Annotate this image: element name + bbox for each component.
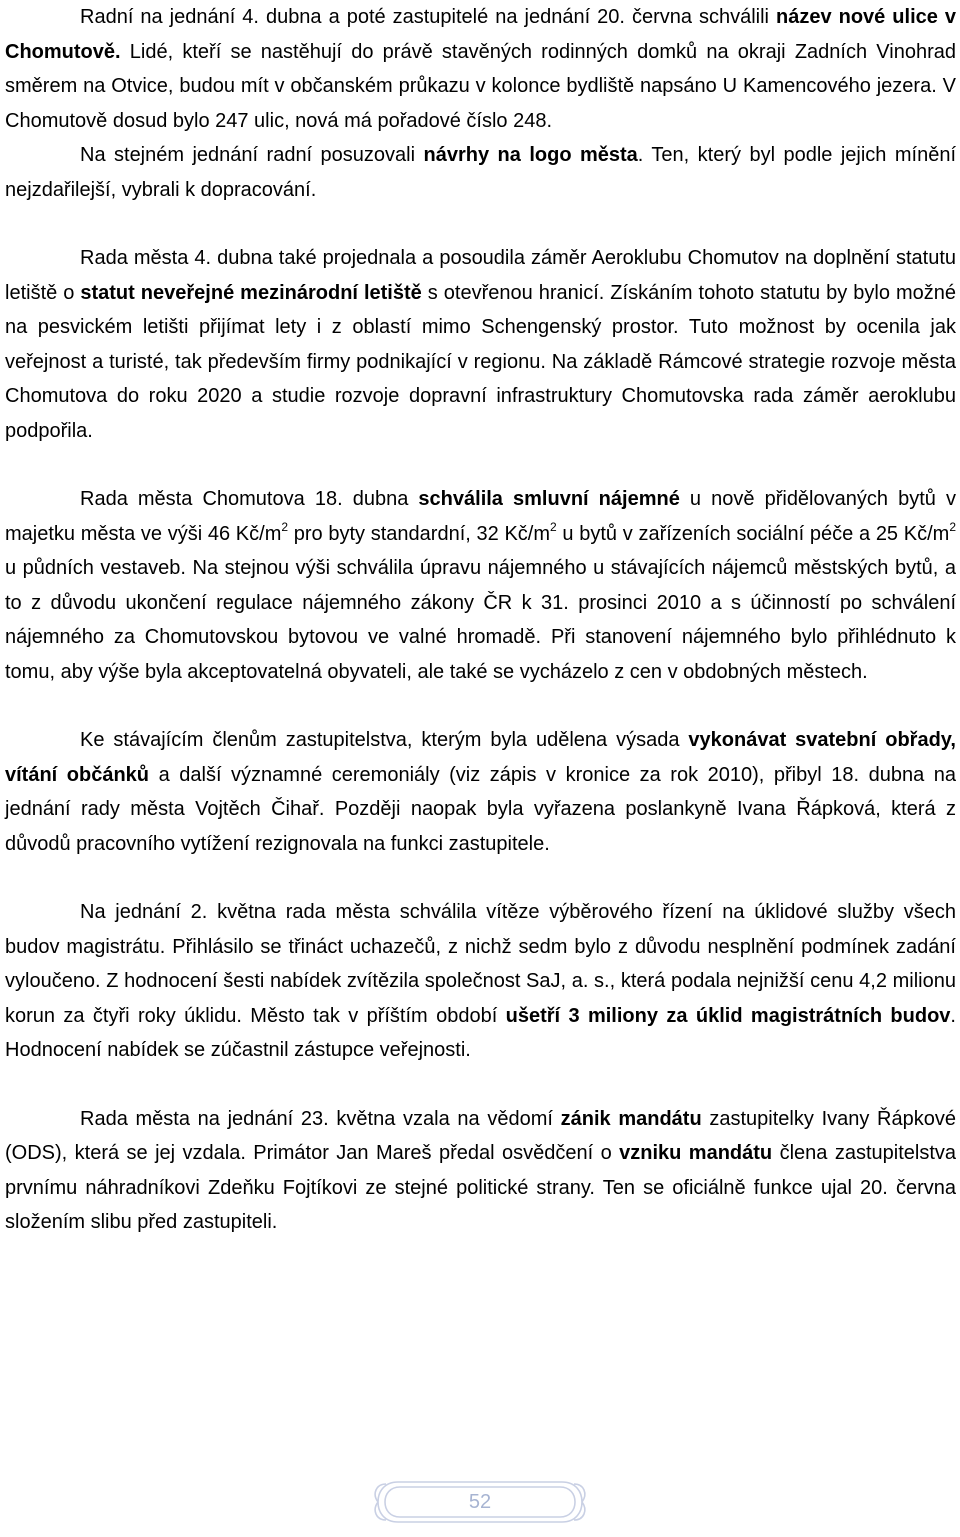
page-number: 52 [468,1491,492,1513]
bold-run: schválila smluvní nájemné [418,488,680,510]
text-run: Lidé, kteří se nastěhují do právě stavěných rodinných domků na okraji Zadních Vinohrad směrem na Otvice, budou mít v občanském průkazu v kolonce bydliště napsáno U Kamencového jezera. V Chomutově dosud bylo 247 ulic, nová má pořadové číslo 248. [5,40,956,132]
superscript: 2 [949,519,957,534]
paragraph-ceremonies [5,723,956,861]
text-run: Rada města 4. dubna také projednala a posoudila záměr Aeroklubu Chomutov na doplnění statutu letiště o [5,247,956,304]
paragraph-airport [5,241,956,448]
bold-run: návrhy na logo města [423,144,638,166]
text-run: . Ten, který byl podle jejich mínění nejzdařilejší, vybrali k dopracování. [5,144,956,201]
paragraph-cleaning [5,895,956,1068]
text-run: u půdních vestaveb. Na stejnou výši schválila úpravu nájemného u stávajících nájemců městských bytů, a to z důvodu ukončení regulace nájemného zákony ČR k 31. prosinci 2010 a s účinností po schválení nájemného za Chomutovskou bytovou ve valné hromadě. Při stanovení nájemného bylo přihlédnuto k tomu, aby výše byla akceptovatelná obyvateli, ale také se vycházelo z cen v obdobných městech. [5,557,956,683]
text-run: Na jednání 2. května rada města schválila vítěze výběrového řízení na úklidové služby všech budov magistrátu. Přihlásilo se třináct uchazečů, z nichž sedm bylo z důvodu nesplnění podmínek zadání vyloučeno. Z hodnocení šesti nabídek zvítězila společnost SaJ, a. s., která podala nejnižší cenu 4,2 milionu korun za čtyři roky úklidu. Město tak v příštím období [5,901,956,1027]
superscript: 2 [550,519,557,534]
text-run: Rada města Chomutova 18. dubna [80,488,419,510]
paragraph-mandate [5,1102,956,1240]
bold-run: ušetří 3 miliony za úklid magistrátních budov [505,1004,951,1027]
bold-run: název nové ulice v Chomutově. [5,6,957,63]
page-footer [370,1474,590,1530]
text-run: a další významné ceremoniály (viz zápis v kronice za rok 2010), přibyl 18. dubna na jednání rady města Vojtěch Čihař. Později naopak byla vyřazena poslankyně Ivana Řápková, která z důvodů pracovního vytížení rezignovala na funkci zastupitele. [5,763,957,855]
text-run: u bytů v zařízeních sociální péče a 25 Kč/m [556,522,950,545]
bold-run: vzniku mandátu [619,1142,773,1164]
text-run: s otevřenou hranicí. Získáním tohoto statutu by bylo možné na pesvickém letišti přijímat lety i z oblastí mimo Schengenský prostor. Tuto možnost by ocenila jak veřejnost a turisté, tak především firmy podnikající v regionu. Na základě Rámcové strategie rozvoje města Chomutova do roku 2020 a studie rozvoje dopravní infrastruktury Chomutovska rada záměr aeroklubu podpořila. [5,281,956,442]
paragraph-logo [5,138,956,207]
text-run: . Hodnocení nabídek se zúčastnil zástupce veřejnosti. [5,1004,956,1061]
bold-run: statut neveřejné mezinárodní letiště [80,281,422,304]
bold-run: zánik mandátu [560,1107,702,1130]
text-run: člena zastupitelstva prvnímu náhradníkovi Zdeňku Fojtíkovi ze stejné politické strany. Ten se oficiálně funkce ujal 20. června složením slibu před zastupiteli. [5,1142,956,1233]
text-run: Rada města na jednání 23. května vzala na vědomí [80,1107,561,1130]
text-run: zastupitelky Ivany Řápkové (ODS), která se jej vzdala. Primátor Jan Mareš předal osvědčení o [5,1107,956,1164]
bold-run: vykonávat svatební obřady, vítání občánků [5,729,956,786]
text-run: Na stejném jednání radní posuzovali [80,144,424,166]
paragraph-rent [5,482,956,689]
superscript: 2 [281,519,289,534]
text-run: Radní na jednání 4. dubna a poté zastupitelé na jednání 20. června schválili [80,6,777,28]
paragraph-street-name [5,0,956,138]
text-run: u nově přidělovaných bytů v majetku města ve výši 46 Kč/m [5,488,956,545]
text-run: Ke stávajícím členům zastupitelstva, kterým byla udělena výsada [80,729,689,751]
text-run: pro byty standardní, 32 Kč/m [288,522,551,545]
document-page [5,0,956,1240]
